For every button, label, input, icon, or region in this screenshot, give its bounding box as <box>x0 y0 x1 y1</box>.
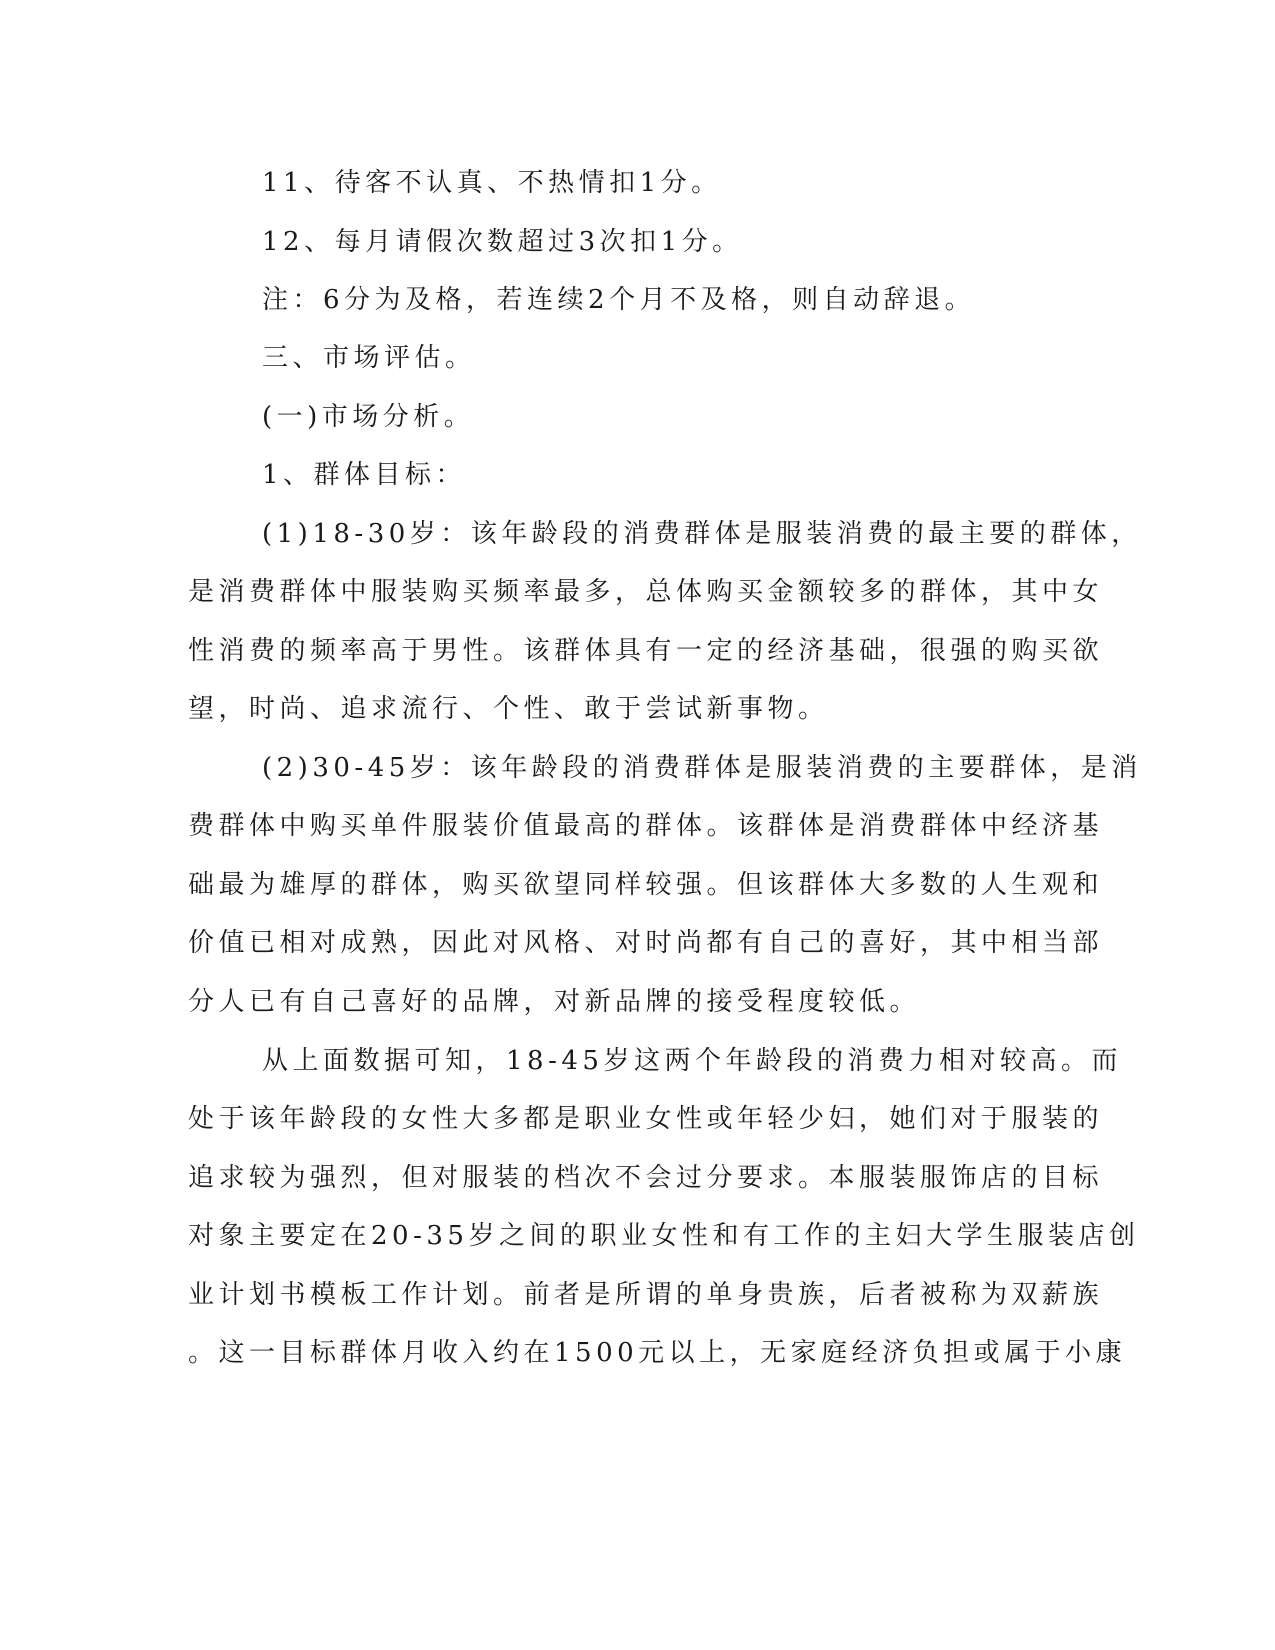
text-line: 12、每月请假次数超过3次扣1分。 <box>262 227 743 257</box>
paragraph-line: 对象主要定在20-35岁之间的职业女性和有工作的主妇大学生服装店创 <box>188 1221 1140 1251</box>
paragraph-line: 追求较为强烈，但对服装的档次不会过分要求。本服装服饰店的目标 <box>188 1163 1104 1193</box>
paragraph-line: (2)30-45岁：该年龄段的消费群体是服装消费的主要群体，是消 <box>262 753 1142 783</box>
paragraph-line: 从上面数据可知，18-45岁这两个年龄段的消费力相对较高。而 <box>262 1046 1122 1076</box>
paragraph-line: 业计划书模板工作计划。前者是所谓的单身贵族，后者被称为双薪族 <box>188 1280 1104 1310</box>
paragraph-line: 处于该年龄段的女性大多都是职业女性或年轻少妇，她们对于服装的 <box>188 1104 1104 1134</box>
paragraph-line: 础最为雄厚的群体，购买欲望同样较强。但该群体大多数的人生观和 <box>188 870 1104 900</box>
paragraph-line: 价值已相对成熟，因此对风格、对时尚都有自己的喜好，其中相当部 <box>188 928 1104 958</box>
item-heading: 1、群体目标： <box>262 460 467 490</box>
paragraph-line: (1)18-30岁：该年龄段的消费群体是服装消费的最主要的群体， <box>262 519 1142 549</box>
paragraph-line: 。这一目标群体月收入约在1500元以上，无家庭经济负担或属于小康 <box>188 1338 1127 1368</box>
text-line: 11、待客不认真、不热情扣1分。 <box>262 168 722 198</box>
paragraph-line: 望，时尚、追求流行、个性、敢于尝试新事物。 <box>188 694 829 724</box>
section-heading: 三、市场评估。 <box>262 343 476 373</box>
subsection-heading: (一)市场分析。 <box>262 402 475 432</box>
paragraph-line: 费群体中购买单件服装价值最高的群体。该群体是消费群体中经济基 <box>188 811 1104 841</box>
paragraph-line: 分人已有自己喜好的品牌，对新品牌的接受程度较低。 <box>188 987 921 1017</box>
text-line: 注：6分为及格，若连续2个月不及格，则自动辞退。 <box>262 285 976 315</box>
paragraph-line: 性消费的频率高于男性。该群体具有一定的经济基础，很强的购买欲 <box>188 636 1104 666</box>
paragraph-line: 是消费群体中服装购买频率最多，总体购买金额较多的群体，其中女 <box>188 577 1104 607</box>
